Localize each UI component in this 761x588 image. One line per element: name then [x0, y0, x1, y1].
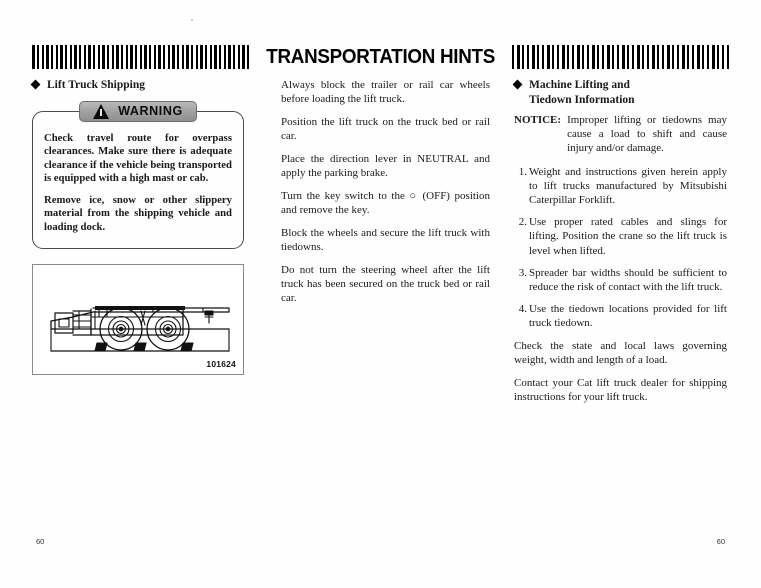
section-heading-label: Lift Truck Shipping [47, 79, 146, 91]
list-item-number: 3. [518, 266, 527, 279]
lift-truck-illustration-icon [33, 265, 243, 374]
list-item-number: 1. [518, 165, 527, 178]
header-barcode-right-icon [512, 45, 729, 69]
list-item-number: 4. [518, 303, 527, 316]
numbered-instruction-list [514, 165, 727, 331]
section-heading-machine-lifting [514, 78, 727, 107]
left-column [32, 78, 244, 375]
notice-label: NOTICE: [514, 114, 562, 126]
warning-paragraph: Check travel route for overpass clearances. Make sure there is adequate clearance if the vehicle being transported is equipped with a high mast or cab. [44, 131, 232, 185]
section-heading-label-line1: Machine Lifting and [529, 79, 630, 91]
body-paragraph: Check the state and local laws governing weight, width and length of a load. [514, 339, 727, 366]
list-item [514, 266, 727, 294]
scan-artifact [191, 19, 193, 21]
notice-block [514, 113, 727, 156]
page-header [32, 44, 729, 70]
body-paragraph: Position the lift truck on the truck bed or rail car. [281, 115, 490, 143]
page-number-right: 60 [716, 537, 725, 546]
right-column [514, 78, 727, 404]
body-paragraph: Place the direction lever in NEUTRAL and apply the parking brake. [281, 152, 490, 180]
warning-callout [32, 104, 244, 249]
section-heading-lift-truck-shipping [32, 78, 244, 93]
body-paragraph: Contact your Cat lift truck dealer for shipping instructions for your lift truck. [514, 376, 727, 403]
list-item [514, 302, 727, 330]
diamond-bullet-icon [31, 80, 41, 90]
diamond-bullet-icon [513, 80, 523, 90]
body-paragraph: Always block the trailer or rail car wheels before loading the lift truck. [281, 79, 490, 106]
section-heading-label-line2: Tiedown Information [529, 93, 635, 106]
body-paragraph: Block the wheels and secure the lift truck with tiedowns. [281, 226, 490, 253]
page-title: TRANSPORTATION HINTS [266, 45, 495, 68]
figure-lift-truck-on-trailer [32, 264, 244, 375]
list-item [514, 165, 727, 208]
warning-triangle-icon [93, 104, 109, 119]
body-paragraph: Turn the key switch to the ○ (OFF) position and remove the key. [281, 189, 490, 216]
header-barcode-left-icon [32, 45, 249, 69]
warning-paragraph: Remove ice, snow or other slippery material from the shipping vehicle and loading dock. [44, 193, 232, 234]
figure-caption: 101624 [206, 358, 236, 369]
warning-badge [79, 101, 197, 122]
list-item-text: Spreader bar widths should be sufficient to reduce the risk of contact with the lift truck. [529, 266, 727, 294]
list-item-text: Use the tiedown locations provided for lift truck tiedown. [529, 303, 727, 330]
page-number-left: 60 [36, 537, 45, 546]
list-item [514, 215, 727, 258]
warning-badge-label: WARNING [118, 104, 183, 118]
list-item-number: 2. [518, 216, 527, 229]
warning-box [32, 111, 244, 249]
notice-text: Improper lifting or tiedowns may cause a load to shift and cause injury and/or damage. [567, 114, 727, 155]
middle-column [281, 78, 490, 305]
list-item-text: Weight and instructions given herein apply to lift trucks manufactured by Mitsubishi Caterpillar Forklift. [529, 165, 727, 207]
body-paragraph: Do not turn the steering wheel after the lift truck has been secured on the truck bed or rail car. [281, 263, 490, 304]
list-item-text: Use proper rated cables and slings for lifting. Position the crane so the lift truck is level when lifted. [529, 216, 727, 257]
